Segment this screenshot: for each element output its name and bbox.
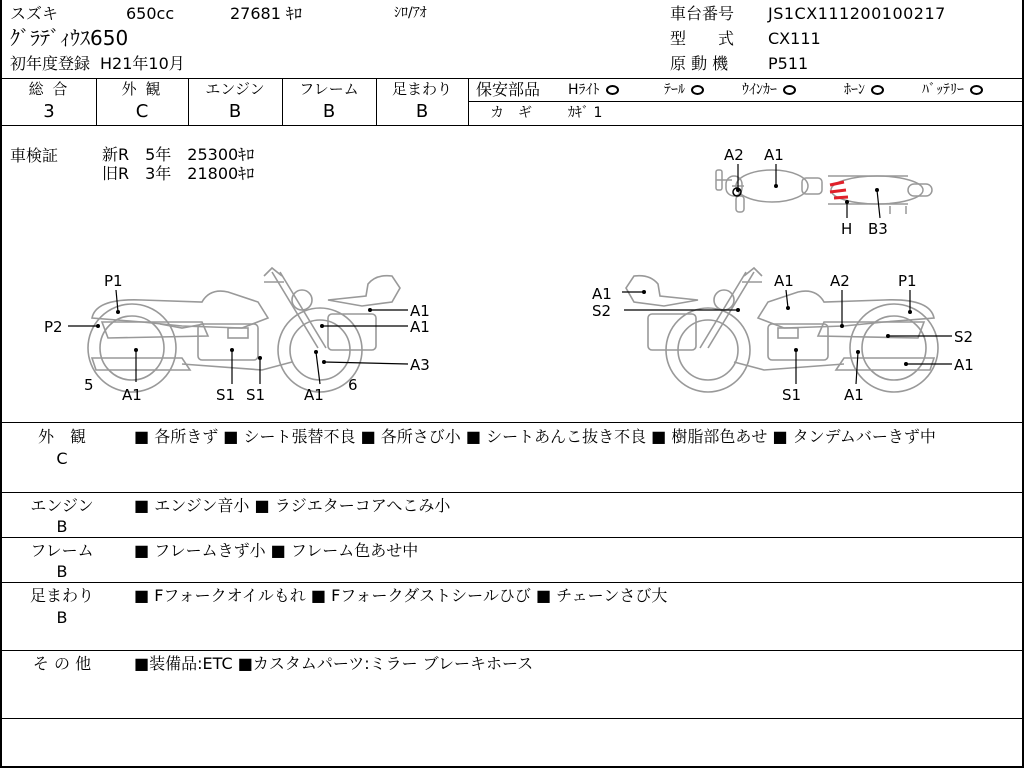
bike-top-view — [702, 140, 952, 240]
ok-circle-icon — [871, 85, 884, 95]
model-type-label: 型 式 — [670, 29, 735, 48]
damage-point — [886, 334, 890, 338]
section-grade: B — [56, 608, 68, 627]
section-label: そ の 他 — [32, 654, 92, 673]
safety-item-battery — [922, 83, 983, 97]
damage-code: S2 — [954, 328, 974, 346]
damage-code: A2 — [724, 146, 744, 164]
damage-point — [794, 348, 798, 352]
safety-item-winker — [742, 83, 796, 97]
ok-circle-icon — [783, 85, 796, 95]
damage-point — [856, 350, 860, 354]
bike-right-view — [588, 262, 988, 412]
divider — [2, 78, 1022, 79]
bike-left-outline — [88, 268, 400, 392]
grade-label: フレーム — [299, 80, 359, 98]
damage-point — [736, 188, 740, 192]
damage-point — [116, 310, 120, 314]
safety-item-label: ﾊﾞｯﾃﾘｰ — [922, 82, 964, 98]
damage-point — [258, 356, 262, 360]
bike-left-view — [32, 262, 452, 412]
damage-code: S1 — [246, 386, 266, 404]
inspection-label: 車検証 — [10, 146, 59, 165]
damage-point — [786, 306, 790, 310]
grade-engine — [188, 82, 282, 121]
damage-point — [314, 350, 318, 354]
bike-top-outline — [716, 170, 932, 214]
maker: スズキ — [10, 4, 59, 23]
grade-overall — [2, 82, 96, 121]
damage-code: A1 — [774, 272, 794, 290]
section-text: ■ 各所きず ■ シート張替不良 ■ 各所さび小 ■ シートあんこ抜き不良 ■ 樹脂部色あせ ■ タンデムバーきず中 — [134, 427, 936, 446]
section-grade: C — [56, 449, 68, 468]
section-grade: B — [56, 517, 68, 536]
damage-code: P1 — [898, 272, 917, 290]
divider — [468, 78, 469, 126]
section-text: ■ エンジン音小 ■ ラジエターコアへこみ小 — [134, 496, 451, 515]
grade-value: C — [135, 101, 149, 122]
damage-code: A1 — [410, 302, 430, 320]
damage-point — [875, 188, 879, 192]
divider — [2, 582, 1022, 583]
damage-point — [96, 324, 100, 328]
divider — [2, 492, 1022, 493]
chassis-number-value: JS1CX111200100217 — [768, 4, 946, 23]
engine-model-label: 原 動 機 — [670, 54, 729, 73]
divider — [2, 537, 1022, 538]
inspection-old: 旧R 3年 21800ｷﾛ — [102, 164, 255, 183]
first-registration-label: 初年度登録 — [10, 54, 91, 73]
damage-point — [904, 362, 908, 366]
grade-value: B — [415, 101, 429, 122]
damage-point — [908, 310, 912, 314]
grade-label: 足まわり — [391, 80, 452, 98]
ok-circle-icon — [691, 85, 704, 95]
grade-value: 3 — [43, 101, 55, 122]
damage-code: P2 — [44, 318, 63, 336]
section-label: エンジン — [30, 496, 94, 515]
safety-item-headlight — [568, 83, 619, 97]
chassis-number-label: 車台番号 — [670, 4, 735, 23]
section-text: ■装備品:ETC ■カスタムパーツ:ミラー ブレーキホース — [134, 654, 534, 673]
ok-circle-icon — [970, 85, 983, 95]
ok-circle-icon — [606, 85, 619, 95]
section-label: 外 観 — [37, 427, 86, 446]
damage-point — [845, 200, 849, 204]
safety-item-taillight — [664, 83, 704, 97]
damage-point — [320, 324, 324, 328]
damage-point — [642, 290, 646, 294]
grade-value: B — [322, 101, 336, 122]
mileage: 27681 ｷﾛ — [230, 4, 302, 23]
grade-suspension — [376, 82, 468, 121]
safety-item-label: ｳｲﾝｶｰ — [742, 82, 777, 98]
damage-point — [840, 324, 844, 328]
grade-label: 外 観 — [121, 80, 163, 98]
grade-label: 総 合 — [28, 80, 70, 98]
section-label: フレーム — [30, 541, 94, 560]
damage-code: B3 — [868, 220, 888, 238]
section-text: ■ フレームきず小 ■ フレーム色あせ中 — [134, 541, 419, 560]
grade-label: エンジン — [205, 80, 265, 98]
section-grade: B — [56, 562, 68, 581]
damage-point — [230, 348, 234, 352]
damage-code: S1 — [782, 386, 802, 404]
damage-code: P1 — [104, 272, 123, 290]
safety-item-label: ﾎｰﾝ — [844, 82, 865, 98]
damage-point — [368, 308, 372, 312]
diagram-leader-lines — [738, 164, 880, 218]
grade-value: B — [228, 101, 242, 122]
divider — [2, 125, 1022, 126]
damage-code: A1 — [122, 386, 142, 404]
model-type-value: CX111 — [768, 29, 821, 48]
section-label: 足まわり — [29, 586, 94, 605]
divider — [468, 101, 1024, 102]
divider — [2, 422, 1022, 423]
engine-model-value: P511 — [768, 54, 809, 73]
damage-code: A3 — [410, 356, 430, 374]
damage-code: 6 — [348, 376, 358, 394]
damage-code: 5 — [84, 376, 94, 394]
key-label: カ ギ — [490, 105, 532, 121]
safety-title: 保安部品 — [476, 80, 541, 99]
damage-code: A1 — [304, 386, 324, 404]
safety-item-horn — [844, 83, 884, 97]
damage-point — [134, 348, 138, 352]
body-color: ｼﾛ/ｱｵ — [394, 5, 427, 21]
damage-code: A1 — [592, 285, 612, 303]
damage-mark-red — [830, 182, 848, 198]
damage-code: S1 — [216, 386, 236, 404]
damage-code: H — [841, 220, 853, 238]
first-registration-value: H21年10月 — [100, 54, 185, 73]
damage-point — [774, 184, 778, 188]
key-value: ｶｷﾞ 1 — [568, 105, 603, 121]
damage-point — [736, 308, 740, 312]
damage-code: A1 — [764, 146, 784, 164]
safety-item-label: ﾃｰﾙ — [664, 82, 685, 98]
grade-exterior — [96, 82, 188, 121]
inspection-new: 新R 5年 25300ｷﾛ — [102, 145, 255, 164]
damage-code: A1 — [954, 356, 974, 374]
damage-code: S2 — [592, 302, 612, 320]
grade-frame — [282, 82, 376, 121]
displacement: 650cc — [126, 4, 175, 23]
section-text: ■ Fフォークオイルもれ ■ Fフォークダストシールひび ■ チェーンさび大 — [134, 586, 668, 605]
model-name: ｸﾞﾗﾃﾞｨｳｽ650 — [10, 26, 129, 50]
damage-code: A1 — [844, 386, 864, 404]
safety-item-label: Hﾗｲﾄ — [568, 82, 600, 98]
damage-code: A2 — [830, 272, 850, 290]
divider — [2, 718, 1022, 719]
damage-code: A1 — [410, 318, 430, 336]
damage-point — [322, 360, 326, 364]
divider — [2, 650, 1022, 651]
